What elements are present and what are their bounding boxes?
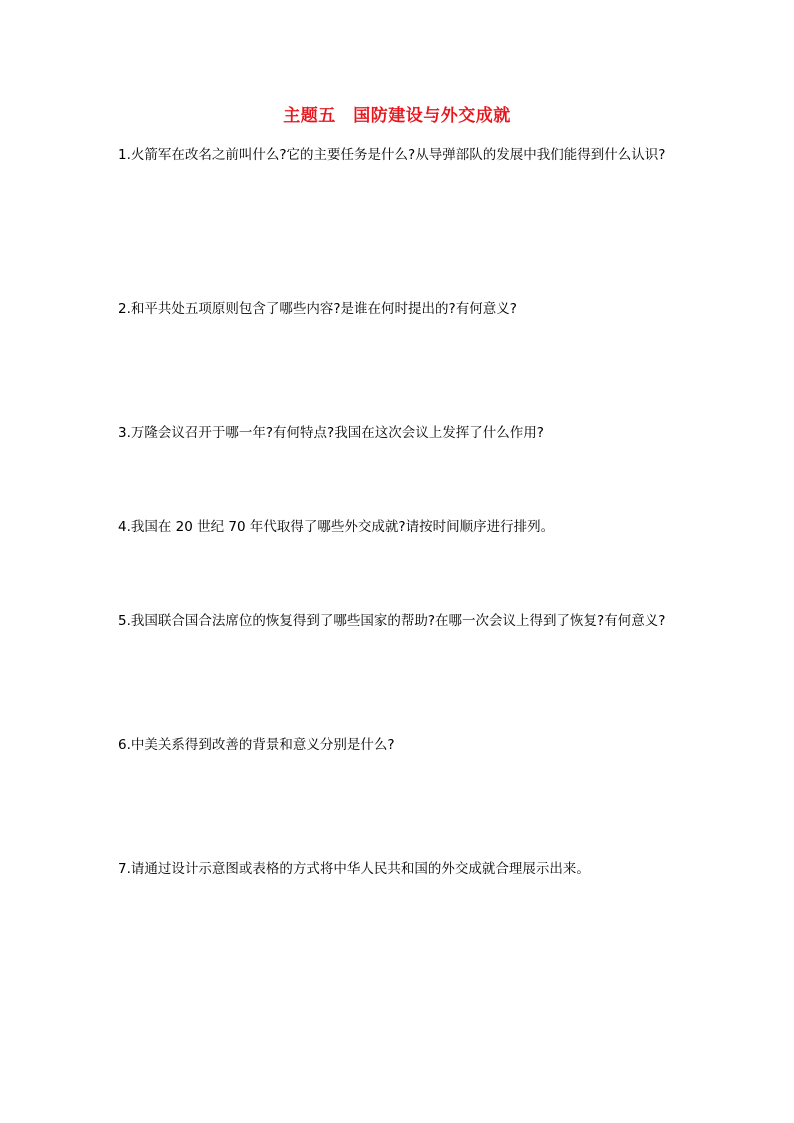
question-2: 2.和平共处五项原则包含了哪些内容?是谁在何时提出的?有何意义? xyxy=(118,301,517,317)
question-5: 5.我国联合国合法席位的恢复得到了哪些国家的帮助?在哪一次会议上得到了恢复?有何意义? xyxy=(118,613,666,629)
page-title: 主题五 国防建设与外交成就 xyxy=(283,106,511,126)
question-1: 1.火箭军在改名之前叫什么?它的主要任务是什么?从导弹部队的发展中我们能得到什么认识? xyxy=(118,147,666,163)
question-3: 3.万隆会议召开于哪一年?有何特点?我国在这次会议上发挥了什么作用? xyxy=(118,425,544,441)
question-4: 4.我国在 20 世纪 70 年代取得了哪些外交成就?请按时间顺序进行排列。 xyxy=(118,519,555,535)
question-7: 7.请通过设计示意图或表格的方式将中华人民共和国的外交成就合理展示出来。 xyxy=(118,861,590,877)
question-6: 6.中美关系得到改善的背景和意义分别是什么? xyxy=(118,737,395,753)
